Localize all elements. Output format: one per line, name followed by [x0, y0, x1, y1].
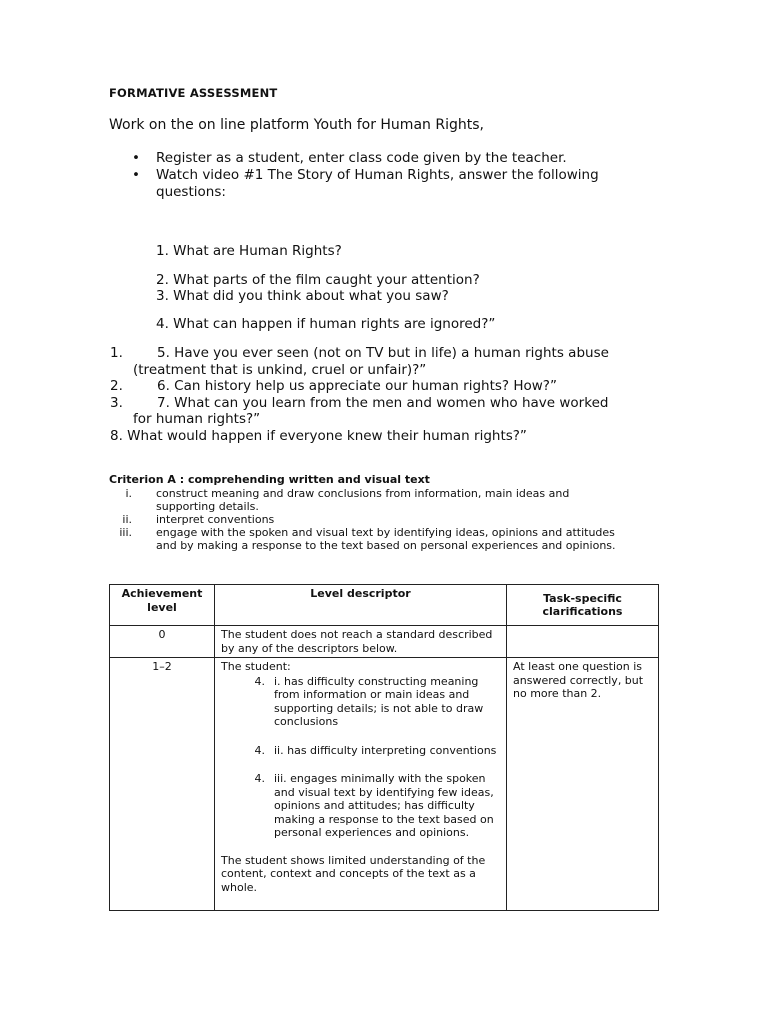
list-item-continuation [110, 362, 670, 379]
numbered-list [110, 345, 670, 444]
descriptor-summary: The student shows limited understanding of the content, context and concepts of the text as a whole. [221, 853, 486, 894]
list-item [110, 428, 670, 445]
criterion-text: and by making a response to the text based on personal experiences and opinions. [156, 539, 616, 552]
question-3: 3. What did you think about what you saw? [156, 288, 449, 304]
descriptor-item-number: 4. [254, 772, 265, 785]
clarification-cell [507, 626, 659, 658]
bullet-list [130, 150, 599, 201]
header-achievement-level: Achievement level [110, 585, 215, 626]
criterion-title: Criterion A : comprehending written and visual text [109, 473, 430, 486]
question-2: 2. What parts of the film caught your attention? [156, 272, 480, 288]
criterion-number: i. [125, 487, 132, 500]
criterion-item [110, 526, 670, 539]
list-number: 3. [110, 394, 123, 411]
criterion-item [110, 513, 670, 526]
list-number: 2. [110, 378, 123, 394]
question-4: 4. What can happen if human rights are ignored?” [156, 316, 496, 332]
header-task-clarifications: Task-specific clarifications [507, 585, 659, 626]
descriptor-intro: The student: [221, 660, 291, 673]
bullet-item-continuation: questions: [156, 184, 226, 200]
list-text: (treatment that is unkind, cruel or unfair)?” [133, 361, 427, 378]
descriptor-item [221, 772, 500, 840]
header-level-descriptor: Level descriptor [215, 585, 507, 626]
descriptor-item-text: i. has difficulty constructing meaning from information or main ideas and supporting details; is not able to draw conclusions [274, 674, 484, 728]
descriptor-cell: The student does not reach a standard described by any of the descriptors below. [215, 626, 507, 658]
criterion-text: interpret conventions [156, 513, 275, 526]
list-text: 6. Can history help us appreciate our human rights? How?” [157, 378, 557, 394]
criterion-text: construct meaning and draw conclusions from information, main ideas and [156, 487, 570, 500]
clarification-cell: At least one question is answered correctly, but no more than 2. [507, 658, 659, 911]
criterion-item-continuation [110, 500, 670, 513]
list-text: 5. Have you ever seen (not on TV but in life) a human rights abuse [157, 345, 609, 361]
criterion-text: supporting details. [156, 500, 259, 513]
list-number: 1. [110, 345, 123, 361]
list-text: 7. What can you learn from the men and women who have worked [157, 394, 609, 411]
criterion-item [110, 487, 670, 500]
level-cell: 1–2 [110, 658, 215, 911]
list-text: 8. What would happen if everyone knew their human rights?” [110, 427, 527, 444]
intro-text: Work on the on line platform Youth for Human Rights, [109, 117, 484, 133]
criterion-list [110, 487, 670, 552]
descriptor-item [221, 675, 500, 729]
level-cell: 0 [110, 626, 215, 658]
descriptor-item [221, 744, 500, 758]
table-header-row [110, 585, 659, 626]
bullet-item: • Register as a student, enter class code given by the teacher. [130, 150, 599, 167]
list-text: for human rights?” [133, 411, 261, 427]
list-item [110, 378, 670, 395]
criterion-number: iii. [119, 526, 132, 539]
table-row [110, 658, 659, 911]
question-1: 1. What are Human Rights? [156, 243, 342, 259]
descriptor-item-text: ii. has difficulty interpreting conventions [274, 743, 497, 757]
descriptor-item-text: iii. engages minimally with the spoken and visual text by identifying few ideas, opinions and attitudes; has difficulty making a response to the text based on personal experiences and opinions. [274, 772, 494, 839]
criterion-item-continuation [110, 539, 670, 552]
criterion-text: engage with the spoken and visual text by identifying ideas, opinions and attitudes [156, 526, 615, 539]
table-row [110, 626, 659, 658]
list-item-continuation [110, 411, 670, 428]
descriptor-item-number: 4. [254, 743, 265, 757]
page-title: FORMATIVE ASSESSMENT [109, 86, 278, 100]
list-item [110, 345, 670, 362]
list-item [110, 395, 670, 412]
rubric-table [109, 584, 659, 911]
bullet-item: • Watch video #1 The Story of Human Rights, answer the following [130, 167, 599, 184]
descriptor-cell [215, 658, 507, 911]
descriptor-item-number: 4. [254, 674, 265, 688]
criterion-number: ii. [122, 513, 132, 526]
